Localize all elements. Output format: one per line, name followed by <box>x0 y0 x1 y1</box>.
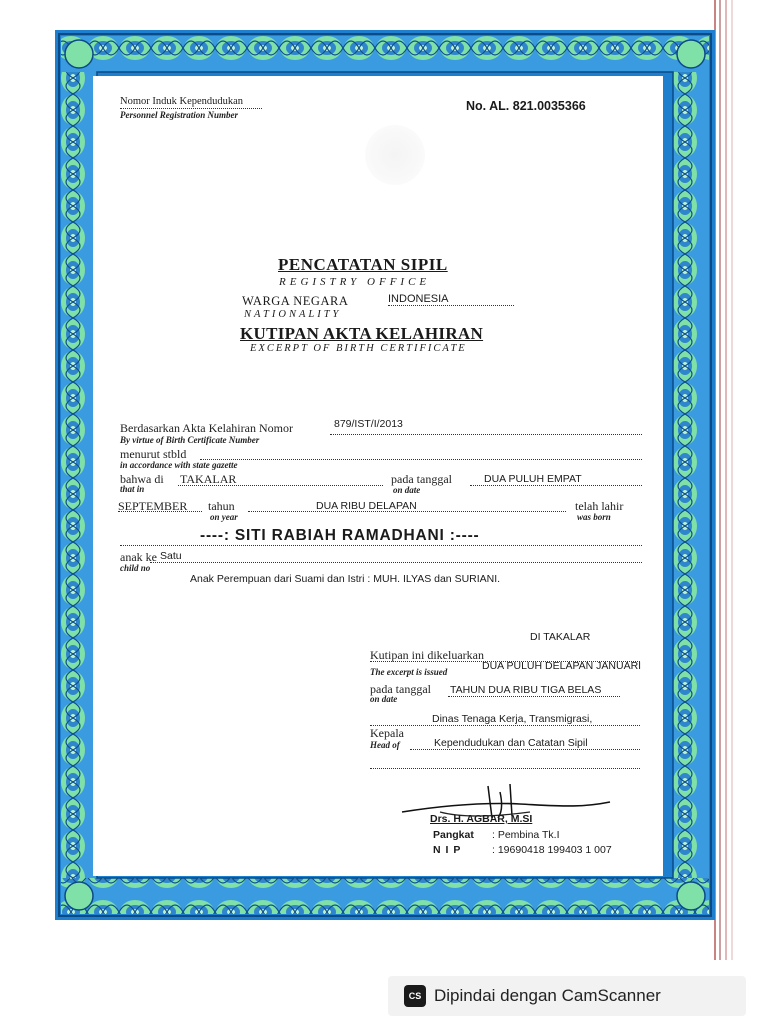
stbld-label: menurut stbld <box>120 447 187 461</box>
month-line <box>118 511 202 512</box>
nik-label: Nomor Induk Kependudukan <box>120 96 244 107</box>
date-line <box>470 485 642 486</box>
nationality-en: NATIONALITY <box>244 309 342 320</box>
issue-date-value: TAHUN DUA RIBU TIGA BELAS <box>450 684 602 696</box>
nik-underline <box>120 108 262 109</box>
nationality-label: WARGA NEGARA <box>242 294 349 308</box>
nip-value: : 19690418 199403 1 007 <box>492 844 612 856</box>
head-label-en: Head of <box>370 740 400 750</box>
place-line <box>178 485 383 486</box>
child-number-label-en: child no <box>120 563 151 573</box>
act-number-line <box>330 434 642 435</box>
nip-label: N I P <box>433 844 462 856</box>
issue-date-label-en: on date <box>370 694 398 704</box>
registry-title-en: REGISTRY OFFICE <box>279 276 431 288</box>
stbld-line <box>200 459 642 460</box>
registry-title: PENCATATAN SIPIL <box>278 255 448 274</box>
child-number-value: Satu <box>160 550 182 562</box>
child-number-label: anak ke <box>120 550 157 564</box>
nationality-value: INDONESIA <box>388 293 514 306</box>
office-underline <box>370 725 640 726</box>
year-label: tahun <box>208 499 235 513</box>
year-line <box>248 511 566 512</box>
date-label-en: on date <box>393 485 421 495</box>
blank-line <box>370 768 640 769</box>
certificate-title-en: EXCERPT OF BIRTH CERTIFICATE <box>250 343 467 354</box>
office-line: Dinas Tenaga Kerja, Transmigrasi, <box>432 713 593 725</box>
issue-date-line <box>448 696 620 697</box>
head-line <box>410 749 640 750</box>
nik-label-en: Personnel Registration Number <box>120 110 239 120</box>
signatory-name: Drs. H. AGBAR, M.SI <box>430 813 533 825</box>
act-number-label-en: By virtue of Birth Certificate Number <box>120 435 260 445</box>
camscanner-logo: CS <box>404 985 426 1007</box>
month-value: SEPTEMBER <box>118 499 188 513</box>
issued-label-en: The excerpt is issued <box>370 667 448 677</box>
camscanner-text: Dipindai dengan CamScanner <box>434 986 661 1005</box>
born-label: telah lahir <box>575 499 624 513</box>
issue-place: DI TAKALAR <box>530 631 591 643</box>
place-label-en: that in <box>120 484 145 494</box>
rank-value: : Pembina Tk.I <box>492 829 560 841</box>
place-value: TAKALAR <box>180 472 237 486</box>
date-label: pada tanggal <box>391 472 452 486</box>
rank-label: Pangkat <box>433 829 474 841</box>
child-name: ----: SITI RABIAH RAMADHANI :---- <box>200 527 480 544</box>
parents-line: Anak Perempuan dari Suami dan Istri : MUH. ILYAS dan SURIANI. <box>190 573 501 585</box>
emboss-seal <box>365 125 425 185</box>
place-label: bahwa di <box>120 472 164 486</box>
act-number-value: 879/IST/I/2013 <box>334 418 403 430</box>
scan-edge <box>712 0 742 960</box>
stbld-label-en: in accordance with state gazette <box>120 460 238 470</box>
child-number-line <box>150 562 642 563</box>
certificate-title: KUTIPAN AKTA KELAHIRAN <box>240 324 484 343</box>
issued-value: DUA PULUH DELAPAN JANUARI <box>482 660 642 672</box>
document-number: No. AL. 821.0035366 <box>466 99 586 113</box>
head-label: Kepala <box>370 726 404 740</box>
head-value: Kependudukan dan Catatan Sipil <box>434 737 588 749</box>
date-value: DUA PULUH EMPAT <box>484 473 582 485</box>
act-number-label: Berdasarkan Akta Kelahiran Nomor <box>120 421 293 435</box>
name-line <box>120 545 642 546</box>
year-label-en: on year <box>210 512 238 522</box>
year-value: DUA RIBU DELAPAN <box>316 500 417 512</box>
issued-label: Kutipan ini dikeluarkan <box>370 648 484 662</box>
issue-date-label: pada tanggal <box>370 682 431 696</box>
born-label-en: was born <box>577 512 611 522</box>
